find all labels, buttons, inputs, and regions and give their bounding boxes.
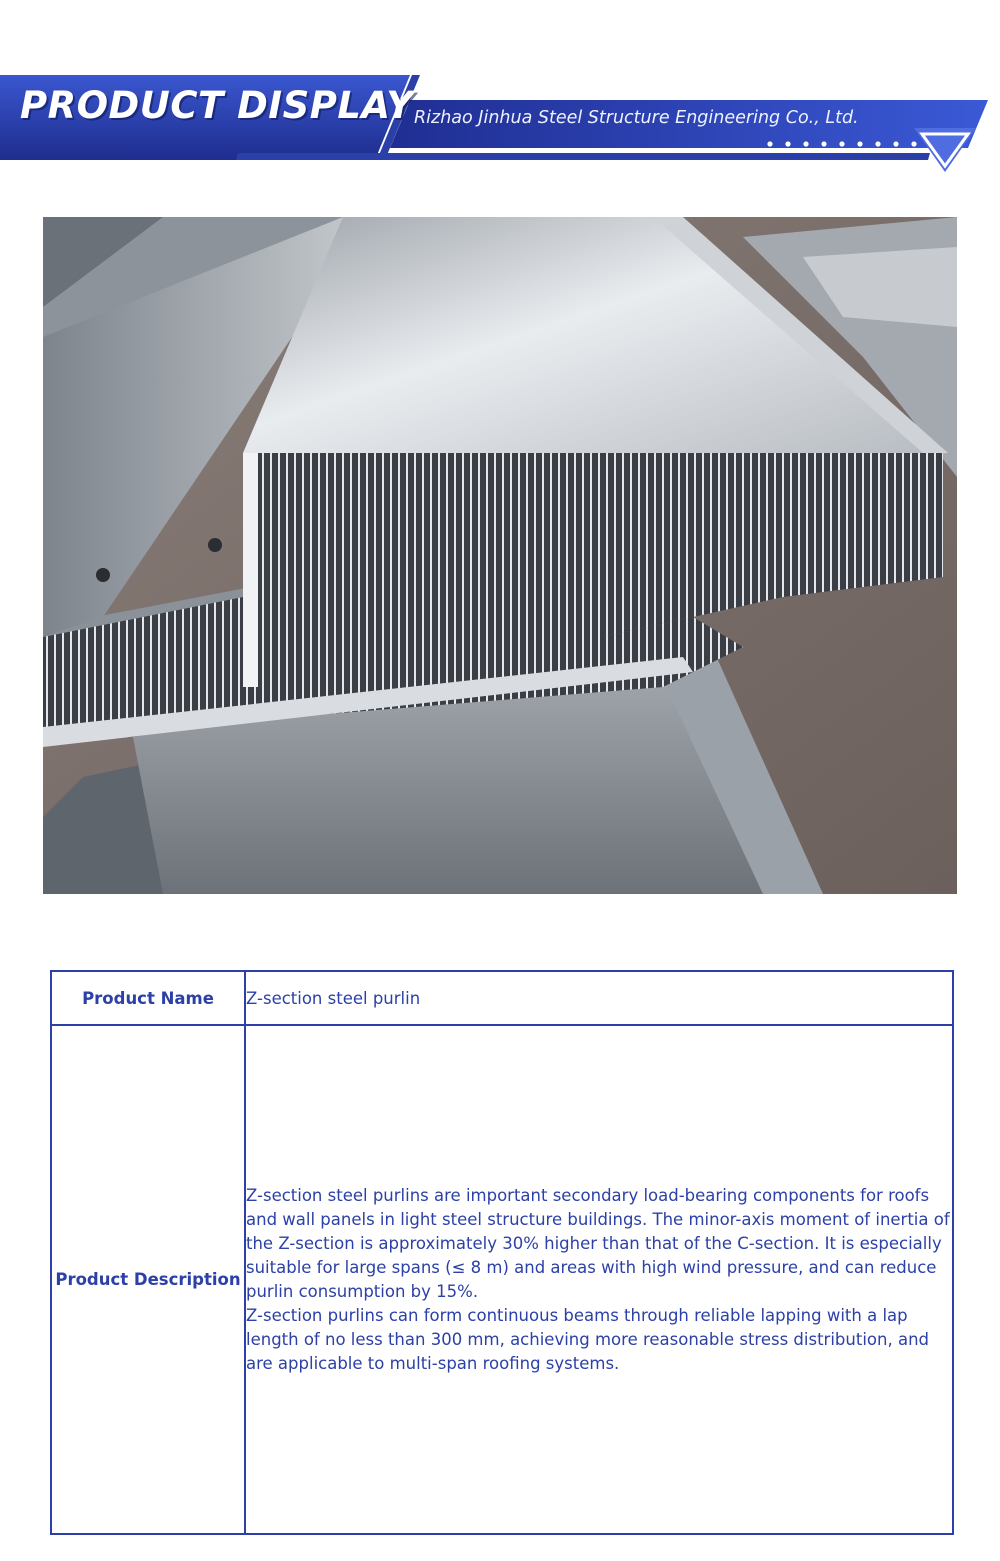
chevron-down-icon bbox=[914, 128, 976, 172]
product-name-value: Z-section steel purlin bbox=[245, 971, 953, 1025]
banner-dots bbox=[767, 141, 916, 146]
product-description-cell bbox=[245, 1025, 953, 1534]
table-row bbox=[51, 971, 953, 1025]
description-paragraph: Z-section purlins can form continuous beams through reliable lapping with a lap length of no less than 300 mm, achieving more reasonable stress distribution, and are applicable to multi-span roofing systems. bbox=[246, 1305, 929, 1373]
product-description bbox=[246, 1184, 952, 1376]
product-name-label: Product Name bbox=[51, 971, 245, 1025]
table-row bbox=[51, 1025, 953, 1534]
banner-right-underline bbox=[236, 153, 930, 160]
page-title: PRODUCT DISPLAY bbox=[20, 84, 414, 127]
company-name: Rizhao Jinhua Steel Structure Engineering Co., Ltd. bbox=[414, 108, 859, 128]
description-paragraph: Z-section steel purlins are important secondary load-bearing components for roofs and wall panels in light steel structure buildings. The minor-axis moment of inertia of the Z-section is approximately 30% higher than that of the C-section. It is especially suitable for large spans (≤ 8 m) and areas with high wind pressure, and can reduce purlin consumption by 15%. bbox=[246, 1185, 950, 1301]
product-description-label: Product Description bbox=[51, 1025, 245, 1534]
spec-table bbox=[50, 970, 954, 1535]
product-photo bbox=[43, 217, 957, 894]
